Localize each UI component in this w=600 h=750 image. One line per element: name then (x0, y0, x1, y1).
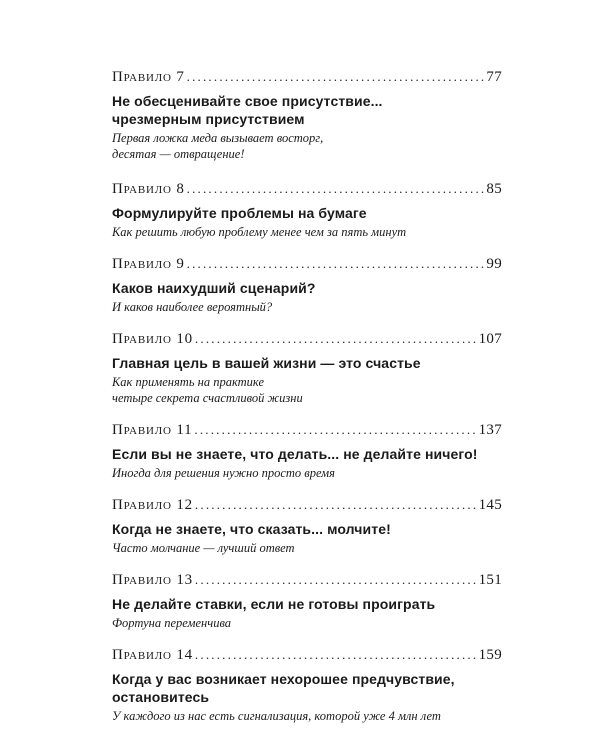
chapter-title (112, 279, 502, 297)
chapter-title-line: Не делайте ставки, если не готовы проиграть (112, 596, 436, 612)
toc-entry-rule-13 (112, 571, 502, 631)
dot-leader (195, 571, 477, 589)
chapter-subtitle (112, 374, 502, 406)
rule-label: Правило 9 (112, 256, 185, 272)
page-number: 107 (478, 331, 502, 347)
chapter-subtitle (112, 465, 502, 481)
chapter-title-line: Каков наихудший сценарий? (112, 280, 316, 296)
chapter-subtitle-line: Как применять на практике (112, 375, 265, 389)
rule-label: Правило 12 (112, 497, 193, 513)
chapter-subtitle-line: И каков наиболее вероятный? (112, 300, 273, 314)
chapter-subtitle-line: четыре секрета счастливой жизни (112, 391, 303, 405)
rule-label: Правило 11 (112, 422, 193, 438)
chapter-subtitle-line: десятая — отвращение! (112, 147, 245, 161)
toc-entry-header (112, 180, 502, 198)
page-number: 77 (486, 69, 502, 85)
chapter-title (112, 520, 502, 538)
chapter-title (112, 670, 502, 706)
rule-label: Правило 14 (112, 647, 193, 663)
rule-label: Правило 8 (112, 181, 185, 197)
chapter-title (112, 92, 502, 128)
dot-leader (195, 330, 477, 348)
toc-entry-header (112, 421, 502, 439)
chapter-subtitle-line: Иногда для решения нужно просто время (112, 466, 335, 480)
chapter-subtitle (112, 708, 502, 724)
page-number: 137 (478, 422, 502, 438)
chapter-subtitle (112, 130, 502, 162)
toc-entry-header (112, 496, 502, 514)
dot-leader (195, 496, 477, 514)
chapter-subtitle (112, 224, 502, 240)
rule-label: Правило 13 (112, 572, 193, 588)
chapter-title (112, 354, 502, 372)
toc-entry-header (112, 255, 502, 273)
chapter-title-line: Когда у вас возникает нехорошее предчувствие, (112, 671, 455, 687)
page-number: 151 (478, 572, 502, 588)
toc-entry-rule-14 (112, 646, 502, 724)
chapter-subtitle-line: Первая ложка меда вызывает восторг, (112, 131, 324, 145)
dot-leader (187, 255, 485, 273)
chapter-title-line: остановитесь (112, 689, 210, 705)
page-number: 99 (486, 256, 502, 272)
toc-entry-rule-12 (112, 496, 502, 556)
toc-entry-rule-7 (112, 68, 502, 162)
page-number: 85 (486, 181, 502, 197)
toc-entry-header (112, 330, 502, 348)
page-number: 159 (478, 647, 502, 663)
toc-entry-header (112, 571, 502, 589)
chapter-title-line: Когда не знаете, что сказать... молчите! (112, 521, 391, 537)
toc-entry-rule-11 (112, 421, 502, 481)
chapter-subtitle-line: Фортуна переменчива (112, 616, 232, 630)
chapter-subtitle-line: Часто молчание — лучший ответ (112, 541, 295, 555)
chapter-title-line: Формулируйте проблемы на бумаге (112, 205, 367, 221)
chapter-title-line: Если вы не знаете, что делать... не делайте ничего! (112, 446, 478, 462)
dot-leader (195, 646, 477, 664)
dot-leader (187, 68, 485, 86)
chapter-subtitle (112, 299, 502, 315)
dot-leader (194, 421, 476, 439)
chapter-title-line: Главная цель в вашей жизни — это счастье (112, 355, 421, 371)
rule-label: Правило 7 (112, 69, 185, 85)
chapter-title-line: чрезмерным присутствием (112, 111, 305, 127)
toc-entry-rule-10 (112, 330, 502, 406)
chapter-title (112, 204, 502, 222)
chapter-title-line: Не обесценивайте свое присутствие... (112, 93, 383, 109)
toc-entry-header (112, 68, 502, 86)
dot-leader (187, 180, 485, 198)
page-number: 145 (478, 497, 502, 513)
rule-label: Правило 10 (112, 331, 193, 347)
chapter-subtitle (112, 615, 502, 631)
chapter-title (112, 445, 502, 463)
table-of-contents (112, 68, 502, 739)
chapter-subtitle-line: У каждого из нас есть сигнализация, которой уже 4 млн лет (112, 709, 441, 723)
toc-entry-header (112, 646, 502, 664)
chapter-title (112, 595, 502, 613)
toc-entry-rule-9 (112, 255, 502, 315)
chapter-subtitle (112, 540, 502, 556)
chapter-subtitle-line: Как решить любую проблему менее чем за пять минут (112, 225, 407, 239)
toc-entry-rule-8 (112, 180, 502, 240)
